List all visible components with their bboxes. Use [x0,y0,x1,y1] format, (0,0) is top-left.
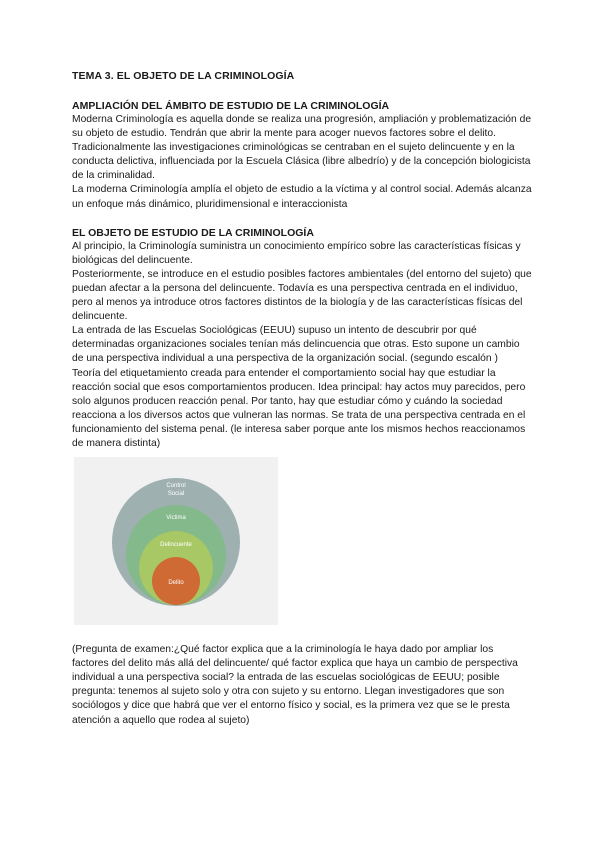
section-ambito [72,99,532,212]
section-objeto [72,226,532,451]
paragraph: Moderna Criminología es aquella donde se realiza una progresión, ampliación y problematización de su objeto de estudio. Tendrán que abrir la mente para acoger nuevos factores sobre el delito. [72,114,532,140]
concentric-circles-diagram [74,457,278,625]
paragraph: La entrada de las Escuelas Sociológicas (EEUU) supuso un intento de descubrir por qué determinadas organizaciones sociales tenían más delincuencia que otras. Esto supone un cambio de una perspectiva individual a una perspectiva de la organización social. (segundo escalón ) [72,325,520,365]
paragraph: Al principio, la Criminología suministra un conocimiento empírico sobre las características físicas y biológicas del delincuente. [72,240,521,266]
ring-label-delito: Delito [168,580,184,587]
document-title: TEMA 3. EL OBJETO DE LA CRIMINOLOGÍA [72,70,295,82]
paragraph: Teoría del etiquetamiento creada para entender el comportamiento social hay que estudiar la reacción social que esos comportamientos producen. Idea principal: hay actos muy parecidos, pero solo algunos producen reacción penal. Por tanto, hay que estudiar cómo y cuándo la sociedad reacciona a los diversos actos que vulneran las normas. Se trata de una perspectiva centrada en el funcionamiento del sistema penal. (le interesa saber porque ante los mismos hechos reaccionamos de manera distinta) [72,367,526,449]
ring-label-delincuente: Delincuente [160,542,192,549]
exam-question-paragraph: (Pregunta de examen:¿Qué factor explica que a la criminología le haya dado por ampliar los factores del delito más allá del delincuente/ qué factor explica que haya un cambio de perspectiva individual a una perspectiva social? la entrada de las escuelas sociológicas de EEUU; posible pregunta: tenemos al sujeto solo y otra con sujeto y su entorno. Llegan investigadores que son sociólogos y dice que habrá que ver el entorno físico y social, es la primera vez que se le presta atención a aquello que rodea al sujeto) [72,644,518,726]
ring-label-control-social: Control Social [166,483,186,498]
paragraph: Posteriormente, se introduce en el estudio posibles factores ambientales (del entorno del sujeto) que puedan afectar a la persona del delincuente. Todavía es una perspectiva centrada en el individuo, pero al menos ya introduce otros factores distintos de la biología y de las características físicas del delincuente. [72,268,532,323]
ring-label-victima: Victima [166,515,186,522]
paragraph: La moderna Criminología amplía el objeto de estudio a la víctima y al control social. Además alcanza un enfoque más dinámico, pluridimensional e interaccionista [72,184,532,210]
diagram-svg [74,457,278,625]
paragraph: Tradicionalmente las investigaciones criminológicas se centraban en el sujeto delincuente y en la conducta delictiva, influenciada por la Escuela Clásica (libre albedrío) y de la concepción biologicista de la criminalidad. [72,142,531,182]
section-heading: AMPLIACIÓN DEL ÁMBITO DE ESTUDIO DE LA CRIMINOLOGÍA [72,100,390,112]
section-heading: EL OBJETO DE ESTUDIO DE LA CRIMINOLOGÍA [72,226,314,239]
document-page [72,70,532,728]
